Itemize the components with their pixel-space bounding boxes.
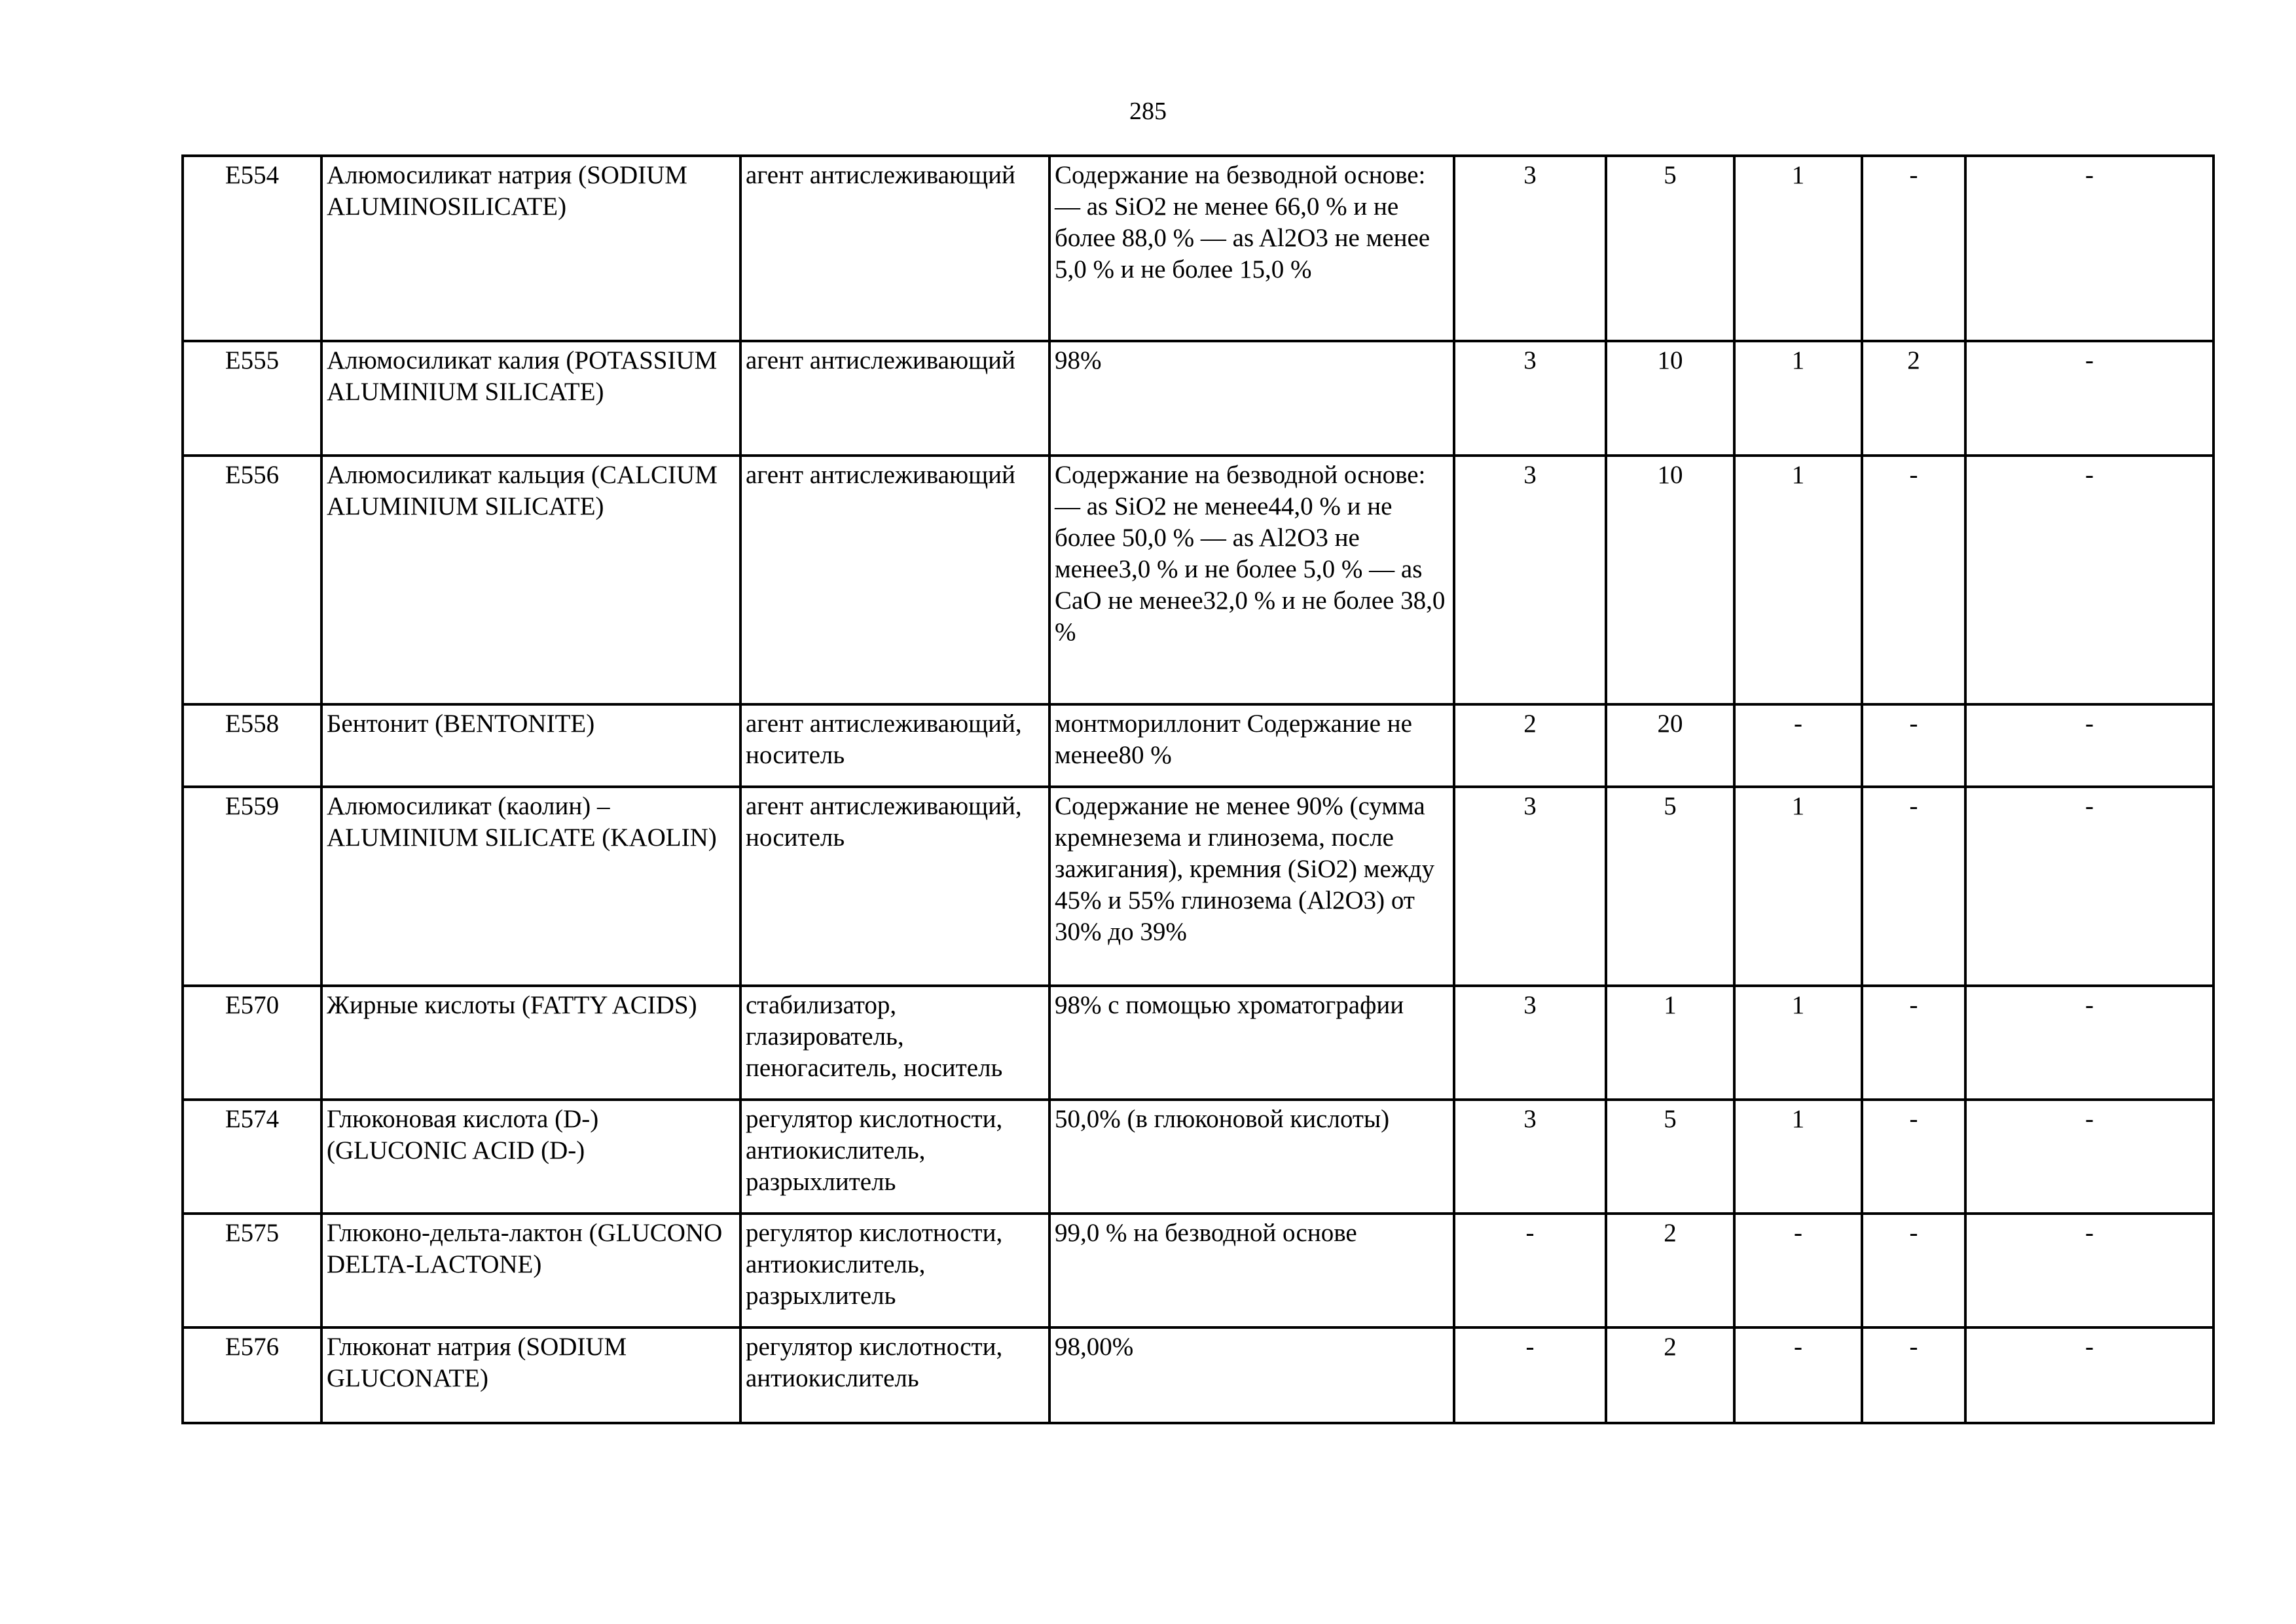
additive-name: Алюмосиликат (каолин) – ALUMINIUM SILICATE (KAOLIN) [321, 787, 740, 986]
value-cell-5: - [1965, 1327, 2214, 1423]
page-number: 285 [1129, 98, 1167, 125]
value-cell-1: 2 [1454, 704, 1606, 787]
value-cell-5: - [1965, 1214, 2214, 1327]
additive-function: агент антислеживающий, носитель [740, 787, 1049, 986]
additive-code: E554 [183, 156, 321, 341]
additive-function: агент антислеживающий [740, 156, 1049, 341]
additive-purity: 98% [1049, 341, 1454, 456]
additive-code: E576 [183, 1327, 321, 1423]
additive-code: E574 [183, 1100, 321, 1214]
value-cell-2: 10 [1606, 341, 1734, 456]
value-cell-3: - [1734, 1327, 1862, 1423]
value-cell-5: - [1965, 341, 2214, 456]
value-cell-4: - [1862, 1214, 1965, 1327]
additive-function: агент антислеживающий [740, 456, 1049, 704]
value-cell-4: - [1862, 1327, 1965, 1423]
table-row [183, 1100, 2214, 1214]
value-cell-4: - [1862, 787, 1965, 986]
value-cell-1: - [1454, 1214, 1606, 1327]
value-cell-1: 3 [1454, 787, 1606, 986]
value-cell-3: - [1734, 1214, 1862, 1327]
value-cell-5: - [1965, 704, 2214, 787]
value-cell-2: 5 [1606, 156, 1734, 341]
value-cell-1: 3 [1454, 986, 1606, 1100]
additive-purity: 98% с помощью хроматографии [1049, 986, 1454, 1100]
value-cell-3: 1 [1734, 1100, 1862, 1214]
value-cell-4: 2 [1862, 341, 1965, 456]
table-row [183, 704, 2214, 787]
value-cell-3: 1 [1734, 156, 1862, 341]
additive-function: агент антислеживающий [740, 341, 1049, 456]
additive-function: регулятор кислотности, антиокислитель, разрыхлитель [740, 1100, 1049, 1214]
additive-name: Глюконовая кислота (D-) (GLUCONIC ACID (D-) [321, 1100, 740, 1214]
value-cell-1: 3 [1454, 1100, 1606, 1214]
value-cell-3: - [1734, 704, 1862, 787]
additive-function: регулятор кислотности, антиокислитель, разрыхлитель [740, 1214, 1049, 1327]
value-cell-3: 1 [1734, 456, 1862, 704]
value-cell-1: 3 [1454, 456, 1606, 704]
value-cell-3: 1 [1734, 986, 1862, 1100]
additive-purity: 98,00% [1049, 1327, 1454, 1423]
additive-code: E575 [183, 1214, 321, 1327]
value-cell-5: - [1965, 156, 2214, 341]
value-cell-4: - [1862, 156, 1965, 341]
additive-name: Глюконо-дельта-лактон (GLUCONO DELTA-LACTONE) [321, 1214, 740, 1327]
additive-purity: Содержание на безводной основе: — as SiO2 не менее44,0 % и не более 50,0 % — as Al2O3 не менее3,0 % и не более 5,0 % — as CaO не менее32,0 % и не более 38,0 % [1049, 456, 1454, 704]
additive-code: E570 [183, 986, 321, 1100]
table-row [183, 986, 2214, 1100]
additive-purity: Содержание на безводной основе: — as SiO2 не менее 66,0 % и не более 88,0 % — as Al2O3 не менее 5,0 % и не более 15,0 % [1049, 156, 1454, 341]
additive-purity: 50,0% (в глюконовой кислоты) [1049, 1100, 1454, 1214]
value-cell-2: 5 [1606, 1100, 1734, 1214]
additive-code: E559 [183, 787, 321, 986]
additive-function: агент антислеживающий, носитель [740, 704, 1049, 787]
value-cell-4: - [1862, 986, 1965, 1100]
value-cell-2: 1 [1606, 986, 1734, 1100]
table-row [183, 156, 2214, 341]
value-cell-5: - [1965, 1100, 2214, 1214]
additive-purity: 99,0 % на безводной основе [1049, 1214, 1454, 1327]
table-row [183, 1214, 2214, 1327]
additive-function: регулятор кислотности, антиокислитель [740, 1327, 1049, 1423]
additive-code: E555 [183, 341, 321, 456]
value-cell-1: 3 [1454, 156, 1606, 341]
value-cell-5: - [1965, 787, 2214, 986]
additive-purity: Содержание не менее 90% (сумма кремнезема и глинозема, после зажигания), кремния (SiO2) между 45% и 55% глинозема (Al2O3) от 30% до 39% [1049, 787, 1454, 986]
value-cell-2: 20 [1606, 704, 1734, 787]
table-row [183, 1327, 2214, 1423]
value-cell-3: 1 [1734, 787, 1862, 986]
additive-code: E556 [183, 456, 321, 704]
additive-purity: монтмориллонит Содержание не менее80 % [1049, 704, 1454, 787]
additive-name: Жирные кислоты (FATTY ACIDS) [321, 986, 740, 1100]
value-cell-4: - [1862, 704, 1965, 787]
additive-name: Алюмосиликат натрия (SODIUM ALUMINOSILICATE) [321, 156, 740, 341]
value-cell-2: 2 [1606, 1214, 1734, 1327]
value-cell-5: - [1965, 456, 2214, 704]
table-row [183, 456, 2214, 704]
value-cell-2: 5 [1606, 787, 1734, 986]
table-row [183, 341, 2214, 456]
value-cell-4: - [1862, 1100, 1965, 1214]
value-cell-4: - [1862, 456, 1965, 704]
additive-name: Алюмосиликат калия (POTASSIUM ALUMINIUM SILICATE) [321, 341, 740, 456]
value-cell-5: - [1965, 986, 2214, 1100]
value-cell-2: 10 [1606, 456, 1734, 704]
value-cell-3: 1 [1734, 341, 1862, 456]
additive-name: Бентонит (BENTONITE) [321, 704, 740, 787]
additive-name: Алюмосиликат кальция (CALCIUM ALUMINIUM SILICATE) [321, 456, 740, 704]
value-cell-1: - [1454, 1327, 1606, 1423]
additive-name: Глюконат натрия (SODIUM GLUCONATE) [321, 1327, 740, 1423]
additives-table [181, 154, 2215, 1424]
value-cell-2: 2 [1606, 1327, 1734, 1423]
additive-function: стабилизатор, глазирователь, пеногаситель, носитель [740, 986, 1049, 1100]
additive-code: E558 [183, 704, 321, 787]
value-cell-1: 3 [1454, 341, 1606, 456]
table-row [183, 787, 2214, 986]
